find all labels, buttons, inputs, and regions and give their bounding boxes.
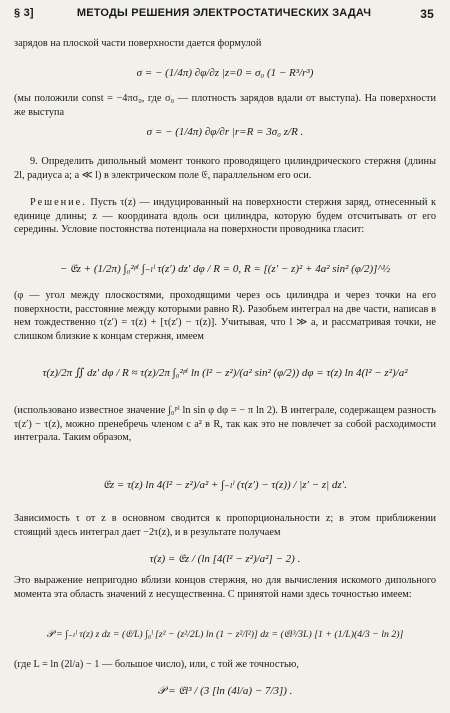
paragraph-1: зарядов на плоской части поверхности дается формулой — [14, 38, 262, 49]
equation-7: 𝒫 = ∫₋ₗˡ τ(z) z dz = (𝔈/L) ∫₀ˡ [z² − (z²/2L) ln (1 − z²/l²)] dz = (𝔈l³/3L) [1 + (1/L)(4/3 − ln 2)] — [46, 629, 404, 640]
equation-3: − 𝔈z + (1/2π) ∫₀²ᵖⁱ ∫₋ₗˡ τ(z′) dz′ dφ / R = 0, R = [(z′ − z)² + 4a² sin² (φ/2)]^½ — [59, 263, 391, 275]
equation-1: σ = − (1/4π) ∂φ/∂z |z=0 = σ₀ (1 − R³/r³) — [136, 67, 314, 79]
chapter-title: МЕТОДЫ РЕШЕНИЯ ЭЛЕКТРОСТАТИЧЕСКИХ ЗАДАЧ — [76, 7, 372, 19]
running-header — [14, 7, 434, 25]
problem-9-statement: 9. Определить дипольный момент тонкого проводящего цилиндрического стержня (длины 2l, радиуса a; a ≪ l) в электрическом поле 𝔈, параллельном его оси. — [14, 156, 436, 181]
page-number: 35 — [420, 7, 434, 21]
solution-paragraph — [14, 196, 436, 237]
equation-8: 𝒫 = 𝔈l³ / (3 [ln (4l/a) − 7/3]) . — [157, 685, 293, 697]
paragraph-9: (где L = ln (2l/a) − 1 — большое число), или, с той же точностью, — [14, 659, 299, 670]
equation-6: τ(z) = 𝔈z / (ln [4(l² − z²)/a²] − 2) . — [149, 553, 301, 565]
solution-text: Пусть τ(z) — индуцированный на поверхности стержня заряд, отнесенный к единице длины; z — координата вдоль оси цилиндра, которую будем отсчитывать от его середины. Условие постоянства потенциала на поверхности проводника гласит: — [14, 197, 437, 236]
paragraph-6: (использовано известное значение ∫₀ᵖⁱ ln sin φ dφ = − π ln 2). В интеграле, содержащем разность τ(z′) − τ(z), можно пренебречь членом с a² в R, так как это не повлечет за собой расходимости интеграла. Таким образом, — [14, 405, 436, 444]
paragraph-7: Зависимость τ от z в основном сводится к пропорциональности z; в этом приближении стоящий здесь интеграл дает −2τ(z), и в результате получаем — [14, 513, 436, 538]
equation-5: 𝔈z = τ(z) ln 4(l² − z²)/a² + ∫₋ₗˡ (τ(z′) − τ(z)) / |z′ − z| dz′. — [103, 479, 347, 491]
paragraph-2: (мы положили const = −4πσ₀, где σ₀ — плотность зарядов вдали от выступа). На поверхности же выступа — [14, 93, 436, 118]
paragraph-5: (φ — угол между плоскостями, проходящими через ось цилиндра и через точки на его поверхности, расстояние между которыми равно R). Разобьем интеграл на две части, написав в нем тождественно τ(z′) = τ(z) + [τ(z′) − τ(z)]. Учитывая, что l ≫ a, и рассматривая точки, не слишком близкие к концам стержня, имеем — [14, 290, 436, 342]
section-label: § 3] — [14, 7, 34, 19]
solution-lead: Решение. — [30, 197, 87, 208]
equation-4: τ(z)/2π ∬ dz′ dφ / R ≈ τ(z)/2π ∫₀²ᵖⁱ ln (l² − z²)/(a² sin² (φ/2)) dφ = τ(z) ln 4(l² − z²)/a² — [42, 367, 408, 379]
equation-2: σ = − (1/4π) ∂φ/∂r |r=R = 3σ₀ z/R . — [146, 126, 304, 138]
paragraph-8: Это выражение непригодно вблизи концов стержня, но для вычисления искомого дипольного момента эта область значений z несущественна. С принятой нами здесь точностью имеем: — [14, 575, 436, 600]
